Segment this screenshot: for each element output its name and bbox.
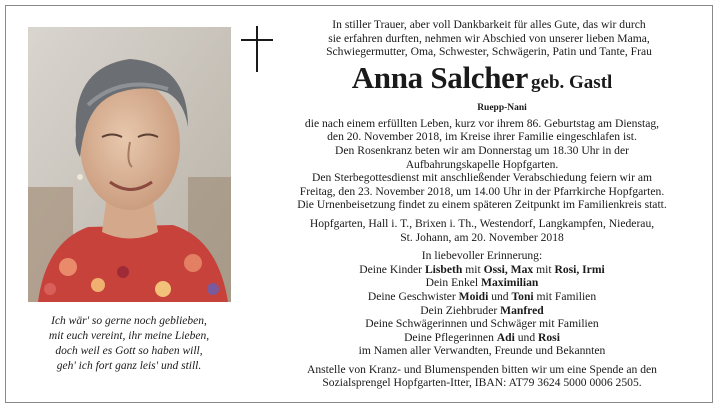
portrait-photo bbox=[28, 27, 231, 302]
notice-line: Aufbahrungskapelle Hopfgarten. bbox=[405, 157, 559, 171]
poem-line: geh' ich fort ganz leis' und still. bbox=[56, 360, 202, 372]
family-line: Deine Kinder Lisbeth mit Ossi, Max mit Rosi, Irmi bbox=[359, 262, 605, 276]
nickname: Ruepp-Nani bbox=[477, 102, 527, 113]
place-date bbox=[258, 217, 706, 244]
deceased-name bbox=[258, 61, 706, 102]
family-line: im Namen aller Verwandten, Freunde und Bekannten bbox=[358, 344, 606, 358]
notice-line: Den Rosenkranz beten wir am Donnerstag um 18.30 Uhr in der bbox=[335, 143, 629, 157]
family-line: Deine Pflegerinnen Adi und Rosi bbox=[404, 330, 560, 344]
donation-note bbox=[258, 363, 706, 390]
poem-line: doch weil es Gott so haben will, bbox=[55, 345, 203, 357]
maiden-name: geb. Gastl bbox=[531, 71, 613, 93]
notice-line: Den Sterbegottesdienst mit anschließender Verabschiedung feiern wir am bbox=[311, 171, 653, 185]
death-notice bbox=[258, 117, 706, 212]
family-line: Deine Geschwister Moidi und Toni mit Familien bbox=[367, 289, 597, 303]
poem-line: Ich wär' so gerne noch geblieben, bbox=[51, 315, 207, 327]
family-line: Dein Enkel Maximilian bbox=[425, 276, 539, 290]
obituary-text bbox=[258, 18, 706, 390]
intro-line: In stiller Trauer, aber voll Dankbarkeit für alles Gute, das wir durch bbox=[332, 18, 646, 31]
notice-line: die nach einem erfüllten Leben, kurz vor ihrem 86. Geburtstag am Dienstag, bbox=[304, 116, 660, 130]
intro-line: Schwiegermutter, Oma, Schwester, Schwägerin, Patin und Tante, Frau bbox=[326, 45, 652, 59]
poem bbox=[14, 314, 244, 374]
place-date-line: Hopfgarten, Hall i. T., Brixen i. Th., Westendorf, Langkampfen, Niederau, bbox=[309, 216, 655, 230]
family-list bbox=[258, 263, 706, 358]
intro-line: sie erfahren durften, nehmen wir Abschied von unserer lieben Mama, bbox=[328, 31, 650, 45]
poem-line: mit euch vereint, ihr meine Lieben, bbox=[48, 330, 210, 342]
intro-text bbox=[272, 18, 706, 59]
family-line: Deine Schwägerinnen und Schwäger mit Familien bbox=[365, 317, 599, 331]
donation-line: Sozialsprengel Hopfgarten-Itter, IBAN: AT79 3624 5000 0006 2505. bbox=[322, 376, 642, 390]
notice-line: Die Urnenbeisetzung findet zu einem späteren Zeitpunkt im Familienkreis statt. bbox=[297, 198, 667, 212]
notice-line: Freitag, den 23. November 2018, um 14.00 Uhr in der Pfarrkirche Hopfgarten. bbox=[299, 184, 665, 198]
memory-heading: In liebevoller Erinnerung: bbox=[421, 249, 543, 263]
family-line: Dein Ziehbruder Manfred bbox=[420, 303, 544, 317]
place-date-line: St. Johann, am 20. November 2018 bbox=[400, 230, 564, 244]
name-main: Anna Salcher bbox=[351, 59, 529, 95]
notice-line: den 20. November 2018, im Kreise ihrer Familie eingeschlafen ist. bbox=[327, 130, 637, 144]
donation-line: Anstelle von Kranz- und Blumenspenden bitten wir um eine Spende an den bbox=[307, 362, 657, 376]
